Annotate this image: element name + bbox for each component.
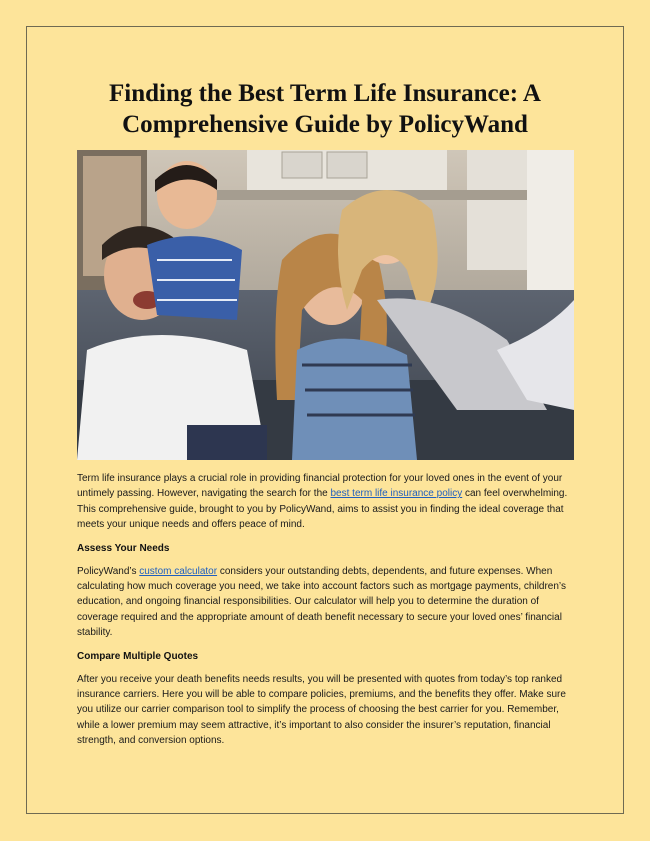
intro-paragraph: [77, 471, 574, 533]
assess-needs-paragraph: [77, 564, 574, 641]
compare-quotes-paragraph: After you receive your death benefits needs results, you will be presented with quotes from today’s top ranked insurance carriers. Here you will be able to compare policies, premiums, and the benefits they offer. Make sure you utilize our carrier comparison tool to simplify the process of choosing the best carrier for you. Remember, while a lower premium may seem attractive, it’s important to also consider the insurer’s reputation, financial strength, and conversion options.: [77, 673, 566, 747]
title-line-2: Comprehensive Guide by PolicyWand: [122, 111, 528, 138]
section-heading-assess-needs: Assess Your Needs: [77, 542, 170, 554]
family-photo: [77, 150, 574, 460]
custom-calculator-link[interactable]: custom calculator: [139, 565, 218, 577]
title-line-1: Finding the Best Term Life Insurance: A: [109, 80, 541, 107]
document-title: [40, 78, 610, 140]
intro-text-before-link: Term life insurance plays a crucial role in providing financial protection for your loved ones in the event of your untimely passing. However, navigating the search for the: [77, 473, 563, 500]
article-body: [77, 471, 574, 757]
assess-text-before-link: PolicyWand’s: [77, 565, 140, 577]
intro-text-after-link: can feel overwhelming. This comprehensive guide, brought to you by PolicyWand, aims to assist you in finding the ideal coverage that meets your unique needs and offers peace of mind.: [77, 488, 568, 531]
family-photo-illustration: [77, 150, 574, 460]
best-term-life-link[interactable]: best term life insurance policy: [330, 488, 463, 500]
assess-text-after-link: considers your outstanding debts, dependents, and future expenses. When calculating how much coverage you need, we take into account factors such as mortgage payments, children’s education, and ongoing financial responsibilities. Our calculator will help you to determine the duration of coverage required and the appropriate amount of death benefit necessary to secure your loved ones’ financial stability.: [77, 565, 566, 639]
section-heading-compare-quotes: Compare Multiple Quotes: [77, 650, 199, 662]
